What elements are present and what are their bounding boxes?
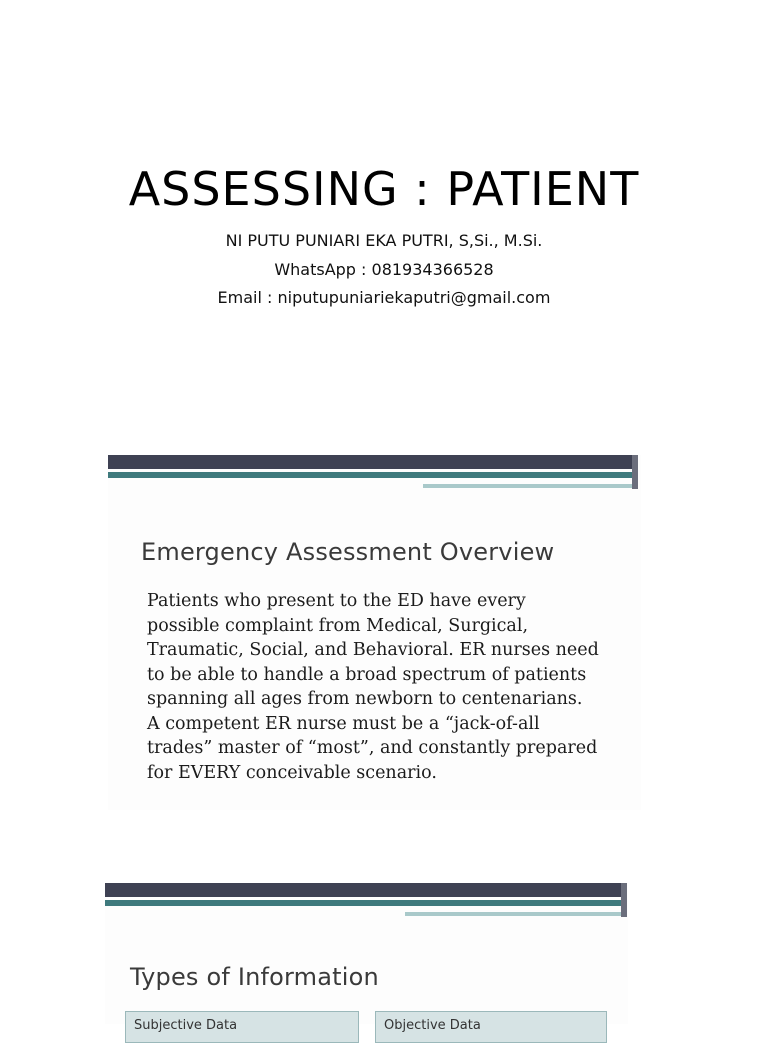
body-line: trades” master of “most”, and constantly prepared (147, 738, 598, 758)
slide-accent-line (405, 912, 621, 916)
slide-heading: Emergency Assessment Overview (141, 538, 555, 566)
slide-emergency-assessment (108, 455, 641, 810)
subjective-data-column (125, 1011, 359, 1043)
slide-accent-line (423, 484, 632, 488)
slide-bar-end (632, 455, 638, 489)
whatsapp-contact: WhatsApp : 081934366528 (274, 260, 494, 279)
slide-heading: Types of Information (130, 963, 379, 991)
page-title: ASSESSING : PATIENT (128, 162, 640, 216)
column-label: Objective Data (384, 1018, 481, 1033)
body-line: for EVERY conceivable scenario. (147, 762, 437, 783)
author-name: NI PUTU PUNIARI EKA PUTRI, S,Si., M.Si. (225, 231, 543, 250)
body-line: to be able to handle a broad spectrum of patients (147, 664, 587, 685)
column-label: Subjective Data (134, 1018, 238, 1033)
objective-data-column (375, 1011, 607, 1043)
slide-accent-bar (108, 472, 632, 478)
email-contact: Email : niputupuniariekaputri@gmail.com (217, 288, 551, 307)
body-line: A competent ER nurse must be a “jack-of-all (147, 713, 540, 734)
slide-header-bar (108, 455, 632, 469)
slide-header-bar (105, 883, 621, 897)
slide-body-text (147, 589, 599, 785)
body-line: Patients who present to the ED have every (147, 591, 526, 611)
slide-types-of-information (105, 883, 628, 1033)
body-line: Traumatic, Social, and Behavioral. ER nurses need (147, 640, 599, 660)
slide-accent-bar (105, 900, 621, 906)
body-line: spanning all ages from newborn to centenarians. (147, 689, 583, 709)
body-line: possible complaint from Medical, Surgical, (147, 615, 529, 636)
slide-bar-end (621, 883, 627, 917)
